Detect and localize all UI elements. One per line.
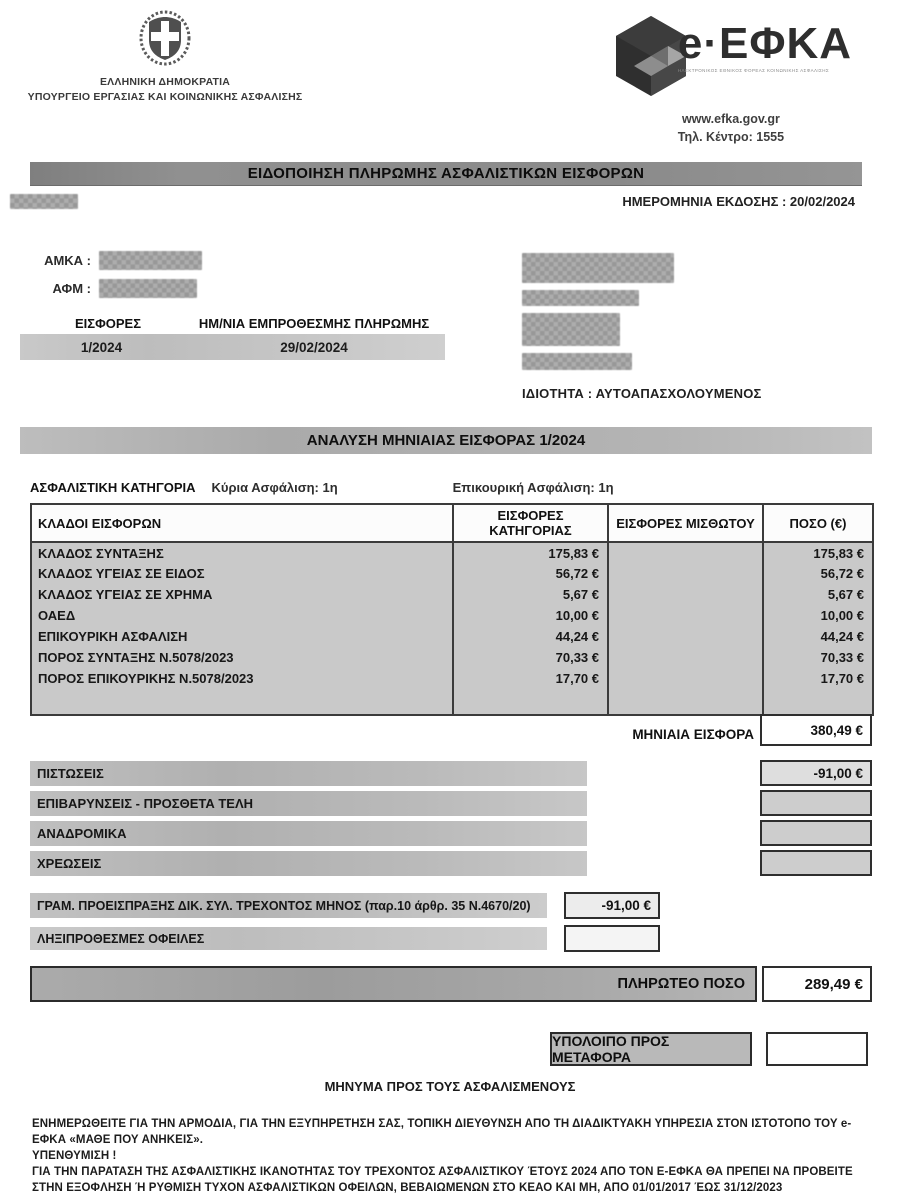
adjustments-section [0,760,900,876]
credits-label-bar: ΠΙΣΤΩΣΕΙΣ [30,761,587,786]
col-header-employee-contributions: ΕΙΣΦΟΡΕΣ ΜΙΣΘΩΤΟΥ [608,504,763,542]
main-insurance-class: Κύρια Ασφάλιση: 1η [211,480,338,495]
row-employee-value [608,626,763,647]
row-amount-value: 17,70 € [763,668,873,689]
efka-website: www.efka.gov.gr [681,112,780,126]
row-employee-value [608,668,763,689]
row-amount-value: 56,72 € [763,563,873,584]
redacted-address-line-2 [522,313,620,346]
analysis-title-bar [20,427,872,454]
message-body [32,1116,870,1196]
charges-label-bar: ΧΡΕΩΣΕΙΣ [30,851,587,876]
advance-collection-value-box: -91,00 € [564,892,660,919]
table-row [31,584,873,605]
row-label: ΚΛΑΔΟΣ ΥΓΕΙΑΣ ΣΕ ΧΡΗΜΑ [31,584,453,605]
document-header [0,0,900,146]
row-employee-value [608,605,763,626]
carry-over-label-box: ΥΠΟΛΟΙΠΟ ΠΡΟΣ ΜΕΤΑΦΟΡΑ [550,1032,752,1066]
notice-title-bar [30,162,862,185]
redacted-name-line [522,253,674,283]
issue-date: ΗΜΕΡΟΜΗΝΙΑ ΕΚΔΟΣΗΣ : 20/02/2024 [622,194,855,209]
redacted-reference-code [10,194,78,209]
row-label: ΟΑΕΔ [31,605,453,626]
surcharges-label-bar: ΕΠΙΒΑΡΥΝΣΕΙΣ - ΠΡΟΣΘΕΤΑ ΤΕΛΗ [30,791,587,816]
credits-value-box: -91,00 € [760,760,872,786]
payable-amount-value-box: 289,49 € [762,966,872,1002]
overdue-debts-value-box [564,925,660,952]
hellenic-republic-emblem-icon [137,10,193,75]
contributions-table [30,503,874,716]
carry-over-value-box [766,1032,868,1066]
row-category-value: 17,70 € [453,668,608,689]
row-amount-value: 5,67 € [763,584,873,605]
table-row [31,626,873,647]
message-heading: ΜΗΝΥΜΑ ΠΡΟΣ ΤΟΥΣ ΑΣΦΑΛΙΣΜΕΝΟΥΣ [324,1079,576,1094]
row-label: ΠΟΡΟΣ ΣΥΝΤΑΞΗΣ Ν.5078/2023 [31,647,453,668]
col-header-amount: ΠΟΣΟ (€) [763,504,873,542]
row-label: ΚΛΑΔΟΣ ΣΥΝΤΑΞΗΣ [31,542,453,563]
contribution-month: 1/2024 [80,339,123,355]
row-amount-value: 175,83 € [763,542,873,563]
advance-collection-section [0,892,900,952]
message-paragraph-2: ΥΠΕΝΘΥΜΙΣΗ ! [32,1150,117,1163]
redacted-afm-value [99,279,197,298]
row-category-value: 44,24 € [453,626,608,647]
efka-phone: Τηλ. Κέντρο: 1555 [677,129,785,144]
col-header-branches: ΚΛΑΔΟΙ ΕΙΣΦΟΡΩΝ [31,504,453,542]
redacted-address-line-1 [522,290,639,306]
redacted-amka-value [99,251,202,270]
efka-logo-tagline: ΗΛΕΚΤΡΟΝΙΚΟΣ ΕΘΝΙΚΟΣ ΦΟΡΕΑΣ ΚΟΙΝΩΝΙΚΗΣ ΑΣΦΑΛΙΣΗΣ [677,68,830,73]
row-employee-value [608,584,763,605]
table-row [31,563,873,584]
message-paragraph-1: ΕΝΗΜΕΡΩΘΕΙΤΕ ΓΙΑ ΤΗΝ ΑΡΜΟΔΙΑ, ΓΙΑ ΤΗΝ ΕΞΥΠΗΡΕΤΗΣΗ ΣΑΣ, ΤΟΠΙΚΗ ΔΙΕΥΘΥΝΣΗ ΑΠΟ ΤΗ ΔΙΑΔΙΚΤΥΑΚΗ ΥΠΗΡΕΣΙΑ ΣΤΟΝ ΙΣΤΟΤΟΠΟ ΤΟΥ e-ΕΦΚΑ «ΜΑΘΕ ΠΟΥ ΑΝΗΚΕΙΣ». [32,1118,852,1147]
row-employee-value [608,563,763,584]
monthly-contribution-label: ΜΗΝΙΑΙΑ ΕΙΣΦΟΡΑ [632,726,754,742]
period-values-bar [20,334,445,360]
efka-logo-block [610,8,852,146]
monthly-contribution-value-box: 380,49 € [760,714,872,746]
table-row [31,647,873,668]
redacted-address-line-3 [522,353,632,370]
due-date-header: ΗΜ/ΝΙΑ ΕΜΠΡΟΘΕΣΜΗΣ ΠΛΗΡΩΜΗΣ [198,316,430,331]
row-category-value: 5,67 € [453,584,608,605]
row-amount-value: 10,00 € [763,605,873,626]
auxiliary-insurance-class: Επικουρική Ασφάλιση: 1η [452,480,614,495]
row-category-value: 70,33 € [453,647,608,668]
ministry-title: ΥΠΟΥΡΓΕΙΟ ΕΡΓΑΣΙΑΣ ΚΑΙ ΚΟΙΝΩΝΙΚΗΣ ΑΣΦΑΛΙΣΗΣ [27,91,303,104]
hellenic-republic-block [0,8,330,146]
table-header-row [31,504,873,542]
overdue-debts-label-bar: ΛΗΞΙΠΡΟΘΕΣΜΕΣ ΟΦΕΙΛΕΣ [30,927,547,950]
row-label: ΕΠΙΚΟΥΡΙΚΗ ΑΣΦΑΛΙΣΗ [31,626,453,647]
table-row [31,668,873,689]
row-label: ΚΛΑΔΟΣ ΥΓΕΙΑΣ ΣΕ ΕΙΔΟΣ [31,563,453,584]
retroactive-label-bar: ΑΝΑΔΡΟΜΙΚΑ [30,821,587,846]
payable-amount-label-bar: ΠΛΗΡΩΤΕΟ ΠΟΣΟ [30,966,757,1002]
notice-title: ΕΙΔΟΠΟΙΗΣΗ ΠΛΗΡΩΜΗΣ ΑΣΦΑΛΙΣΤΙΚΩΝ ΕΙΣΦΟΡΩΝ [247,165,645,182]
col-header-category-contributions: ΕΙΣΦΟΡΕΣ ΚΑΤΗΓΟΡΙΑΣ [453,504,608,542]
table-row [31,542,873,563]
row-amount-value: 70,33 € [763,647,873,668]
capacity-line: ΙΔΙΟΤΗΤΑ : ΑΥΤΟΑΠΑΣΧΟΛΟΥΜΕΝΟΣ [522,386,762,401]
message-paragraph-3: ΓΙΑ ΤΗΝ ΠΑΡΑΤΑΣΗ ΤΗΣ ΑΣΦΑΛΙΣΤΙΚΗΣ ΙΚΑΝΟΤΗΤΑΣ ΤΟΥ ΤΡΕΧΟΝΤΟΣ ΑΣΦΑΛΙΣΤΙΚΟΥ ΈΤΟΥΣ 2024 ΑΠΟ ΤΟΝ Ε-ΕΦΚΑ ΘΑ ΠΡΕΠΕΙ ΝΑ ΠΡΟΒΕΙΤΕ ΣΤΗΝ ΕΞΟΦΛΗΣΗ Ή ΡΥΘΜΙΣΗ ΤΥΧΟΝ ΑΣΦΑΛΙΣΤΙΚΩΝ ΟΦΕΙΛΩΝ, ΒΕΒΑΙΩΜΕΝΩΝ ΣΤΟ ΚΕΑΟ ΚΑΙ ΜΗ, ΑΠΟ 01/01/2017 ΈΩΣ 31/12/2023 [32,1166,853,1195]
due-date-value: 29/02/2024 [280,339,348,355]
row-employee-value [608,647,763,668]
efka-logo-text: e·ΕΦΚΑ [677,19,852,68]
row-category-value: 56,72 € [453,563,608,584]
amka-label: ΑΜΚΑ : [44,253,91,268]
row-employee-value [608,542,763,563]
row-category-value: 175,83 € [453,542,608,563]
table-row [31,605,873,626]
republic-title: ΕΛΛΗΝΙΚΗ ΔΗΜΟΚΡΑΤΙΑ [99,76,231,88]
insured-info-section [0,251,900,401]
afm-label: ΑΦΜ : [52,281,91,296]
contributions-header: ΕΙΣΦΟΡΕΣ [74,316,141,331]
advance-collection-label-bar: ΓΡΑΜ. ΠΡΟΕΙΣΠΡΑΞΗΣ ΔΙΚ. ΣΥΛ. ΤΡΕΧΟΝΤΟΣ ΜΗΝΟΣ (παρ.10 άρθρ. 35 Ν.4670/20) [30,893,547,918]
row-amount-value: 44,24 € [763,626,873,647]
retroactive-value-box [760,820,872,846]
row-category-value: 10,00 € [453,605,608,626]
row-label: ΠΟΡΟΣ ΕΠΙΚΟΥΡΙΚΗΣ Ν.5078/2023 [31,668,453,689]
surcharges-value-box [760,790,872,816]
charges-value-box [760,850,872,876]
insurance-category-label: ΑΣΦΑΛΙΣΤΙΚΗ ΚΑΤΗΓΟΡΙΑ [30,480,196,495]
contribution-period-block [33,316,470,360]
analysis-title: ΑΝΑΛΥΣΗ ΜΗΝΙΑΙΑΣ ΕΙΣΦΟΡΑΣ 1/2024 [306,432,586,449]
table-empty-row [31,689,873,715]
